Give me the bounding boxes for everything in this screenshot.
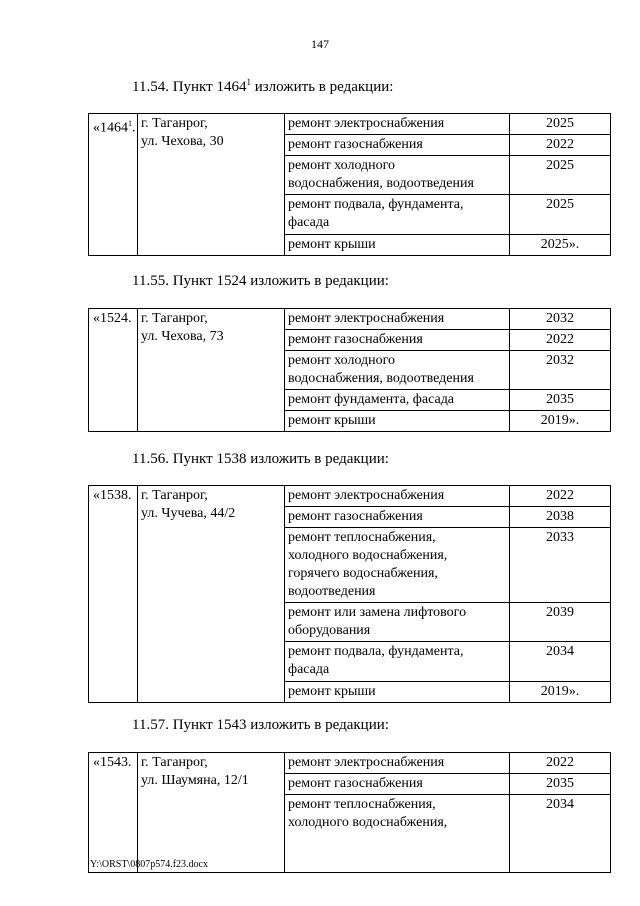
- building-table: [88, 485, 611, 703]
- address-cell: г. Таганрог, ул. Чехова, 73: [138, 309, 285, 432]
- year-cell: 2035: [510, 774, 611, 795]
- building-table: [88, 113, 611, 256]
- year-cell: 2022: [510, 330, 611, 351]
- table-row: [89, 753, 611, 774]
- work-type-cell: ремонт крыши: [285, 411, 510, 432]
- year-cell: 2022: [510, 753, 611, 774]
- work-type-cell: ремонт газоснабжения: [285, 507, 510, 528]
- year-cell: 2034: [510, 642, 611, 682]
- year-cell: 2032: [510, 351, 611, 390]
- work-type-cell: ремонт холодного водоснабжения, водоотведения: [285, 351, 510, 390]
- item-number-suffix: .: [132, 120, 136, 136]
- work-type-cell: ремонт теплоснабжения, холодного водоснабжения,: [285, 795, 510, 873]
- heading-text: 11.56. Пункт 1538 изложить в редакции:: [132, 451, 389, 467]
- item-number: [89, 486, 138, 703]
- table-row: [89, 114, 611, 135]
- year-cell: 2025: [510, 195, 611, 235]
- year-cell: 2033: [510, 528, 611, 603]
- work-type-cell: ремонт газоснабжения: [285, 135, 510, 156]
- heading-text: 11.55. Пункт 1524 изложить в редакции:: [132, 273, 389, 289]
- work-type-cell: ремонт теплоснабжения, холодного водоснабжения, горячего водоснабжения, водоотведения: [285, 528, 510, 603]
- work-type-cell: ремонт подвала, фундамента, фасада: [285, 642, 510, 682]
- heading-text: 11.54. Пункт 1464: [132, 79, 247, 95]
- year-cell: 2022: [510, 486, 611, 507]
- address-cell: г. Таганрог, ул. Чехова, 30: [138, 114, 285, 256]
- table-row: [89, 309, 611, 330]
- item-number-superscript: 1: [128, 119, 132, 128]
- work-type-cell: ремонт подвала, фундамента, фасада: [285, 195, 510, 235]
- section-heading: [132, 273, 389, 290]
- year-cell: 2019».: [510, 411, 611, 432]
- work-type-cell: ремонт холодного водоснабжения, водоотведения: [285, 156, 510, 195]
- table-row: [89, 486, 611, 507]
- year-cell: 2025».: [510, 235, 611, 256]
- work-type-cell: ремонт электроснабжения: [285, 753, 510, 774]
- year-cell: 2032: [510, 309, 611, 330]
- page-number: 147: [311, 37, 329, 51]
- work-type-cell: ремонт электроснабжения: [285, 114, 510, 135]
- building-table: [88, 308, 611, 432]
- work-type-cell: ремонт крыши: [285, 235, 510, 256]
- year-cell: 2035: [510, 390, 611, 411]
- item-number-text: «1543.: [93, 755, 132, 770]
- heading-text-suffix: изложить в редакции:: [250, 79, 394, 95]
- section-heading: [132, 77, 393, 96]
- year-cell: 2019».: [510, 682, 611, 703]
- file-path-footer: Y:\ORST\0807p574.f23.docx: [90, 859, 208, 870]
- item-number-text: «1524.: [93, 311, 132, 326]
- year-cell: 2025: [510, 156, 611, 195]
- work-type-cell: ремонт газоснабжения: [285, 774, 510, 795]
- work-type-cell: ремонт газоснабжения: [285, 330, 510, 351]
- year-cell: 2025: [510, 114, 611, 135]
- year-cell: 2034: [510, 795, 611, 873]
- item-number-text: «1538.: [93, 488, 132, 503]
- year-cell: 2022: [510, 135, 611, 156]
- work-type-cell: ремонт или замена лифтового оборудования: [285, 603, 510, 642]
- item-number: [89, 114, 138, 256]
- address-cell: г. Таганрог, ул. Шаумяна, 12/1: [138, 753, 285, 873]
- heading-superscript: 1: [246, 77, 251, 87]
- section-heading: [132, 717, 389, 734]
- work-type-cell: ремонт крыши: [285, 682, 510, 703]
- year-cell: 2038: [510, 507, 611, 528]
- item-number-text: «1464: [93, 120, 128, 136]
- heading-text: 11.57. Пункт 1543 изложить в редакции:: [132, 717, 389, 733]
- item-number: [89, 309, 138, 432]
- item-number: [89, 753, 138, 873]
- address-cell: г. Таганрог, ул. Чучева, 44/2: [138, 486, 285, 703]
- building-table: [88, 752, 611, 873]
- work-type-cell: ремонт электроснабжения: [285, 309, 510, 330]
- year-cell: 2039: [510, 603, 611, 642]
- work-type-cell: ремонт фундамента, фасада: [285, 390, 510, 411]
- section-heading: [132, 451, 389, 468]
- work-type-cell: ремонт электроснабжения: [285, 486, 510, 507]
